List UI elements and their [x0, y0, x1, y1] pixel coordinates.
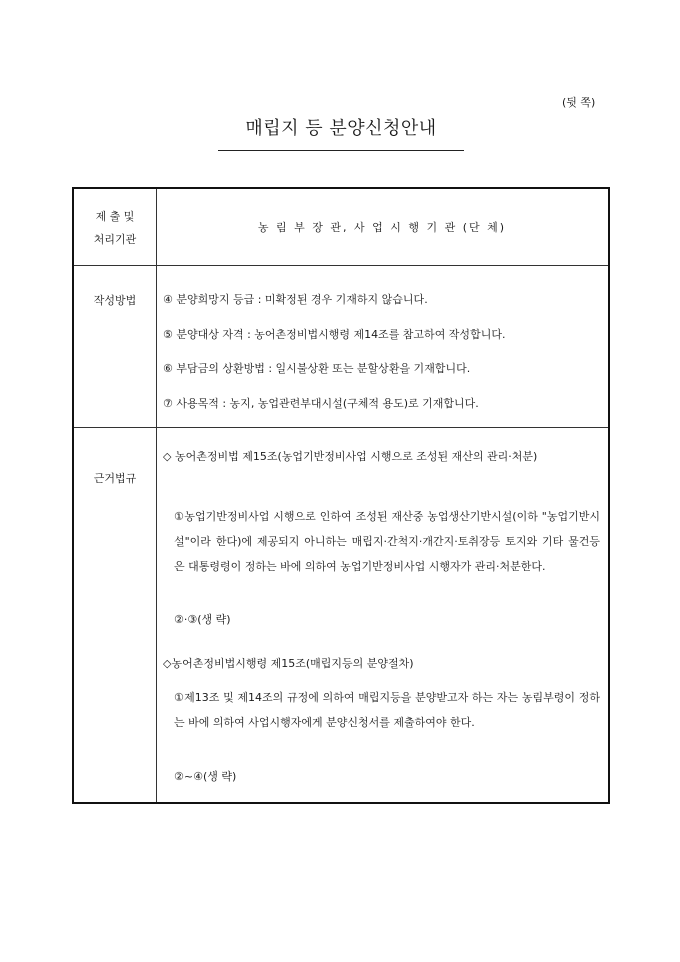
law1-heading: ◇ 농어촌정비법 제15조(농업기반정비사업 시행으로 조성된 재산의 관리·처분)	[163, 450, 538, 463]
method-label: 작성방법	[93, 294, 137, 307]
page-side-label: (뒷 쪽)	[562, 96, 596, 109]
law2-omitted: ②~④(생 략)	[174, 770, 237, 783]
submit-agency-label	[74, 205, 156, 251]
page-title: 매립지 등 분양신청안내	[218, 114, 464, 151]
column-divider	[156, 189, 157, 802]
method-item: ⑦ 사용목적 : 농지, 농업관련부대시설(구체적 용도)로 기재합니다.	[163, 397, 479, 410]
law1-omitted: ②·③(생 략)	[174, 613, 231, 626]
method-item: ⑥ 부담금의 상환방법 : 일시불상환 또는 분할상환을 기재합니다.	[163, 362, 471, 375]
guide-table	[72, 187, 610, 804]
basis-label: 근거법규	[93, 472, 137, 485]
row-divider	[74, 427, 608, 428]
method-item: ④ 분양희망지 등급 : 미확정된 경우 기재하지 않습니다.	[163, 293, 428, 306]
submit-agency-value: 농 림 부 장 관, 사 업 시 행 기 관 (단 체)	[257, 221, 507, 234]
law2-heading: ◇농어촌정비법시행령 제15조(매립지등의 분양절차)	[163, 657, 414, 670]
submit-agency-label-line1: 제 출 및	[95, 210, 135, 223]
submit-agency-label-line2: 처리기관	[93, 233, 137, 246]
law1-paragraph: ①농업기반정비사업 시행으로 인하여 조성된 재산중 농업생산기반시설(이하 "농업기반시설"이라 한다)에 제공되지 아니하는 매립지·간척지·개간지·토취장등 토지와 기타 물건등은 대통령령이 정하는 바에 의하여 농업기반정비사업 시행자가 관리·처분한다.	[174, 510, 600, 573]
law2-paragraph: ①제13조 및 제14조의 규정에 의하여 매립지등을 분양받고자 하는 자는 농림부령이 정하는 바에 의하여 사업시행자에게 분양신청서를 제출하여야 한다.	[174, 691, 600, 729]
method-item: ⑤ 분양대상 자격 : 농어촌정비법시행령 제14조를 참고하여 작성합니다.	[163, 328, 506, 341]
row-divider	[74, 265, 608, 266]
